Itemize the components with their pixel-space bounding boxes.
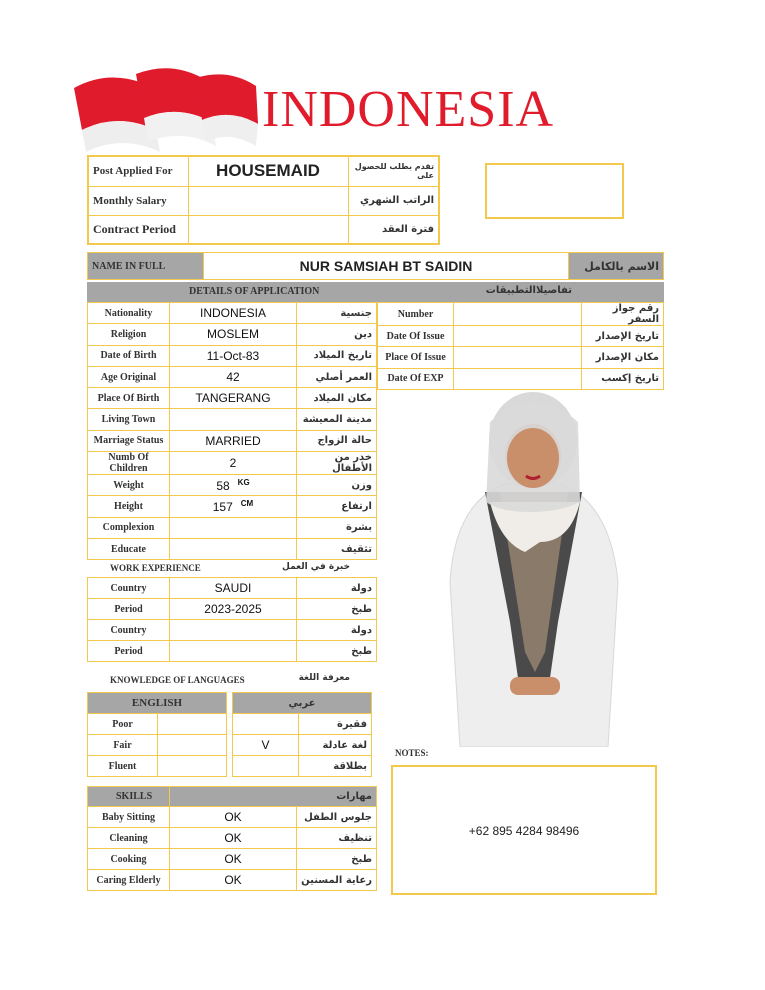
work-label-ar: طبخ: [297, 599, 377, 620]
passport-label-ar: تاريخ إكسب: [582, 368, 664, 389]
arabic-level: فقيرة: [299, 714, 372, 735]
post-table: [87, 155, 440, 245]
passport-label: Place Of Issue: [378, 347, 454, 368]
skill-label: Cleaning: [88, 828, 170, 849]
arabic-row: [233, 714, 372, 735]
personal-value: [170, 538, 297, 559]
skills-table: [87, 786, 377, 891]
passport-value: [454, 303, 582, 326]
personal-table: [87, 302, 377, 560]
work-row: [88, 641, 377, 662]
personal-row: [88, 475, 377, 496]
skill-row: [88, 870, 377, 891]
work-label: Country: [88, 620, 170, 641]
passport-value: [454, 326, 582, 347]
languages-label-ar: معرفة اللغة: [298, 673, 350, 683]
personal-label: Marriage Status: [88, 430, 170, 451]
skill-label: Cooking: [88, 849, 170, 870]
english-value: [158, 756, 227, 777]
personal-row: [88, 345, 377, 366]
skill-label-ar: رعاية المسنين: [297, 870, 377, 891]
photo-placeholder: [485, 163, 624, 219]
skill-label: Caring Elderly: [88, 870, 170, 891]
passport-value: [454, 368, 582, 389]
english-value: [158, 735, 227, 756]
skills-label-ar: مهارات: [170, 787, 377, 807]
salary-label-ar: الراتب الشهري: [348, 186, 439, 215]
english-level: Poor: [88, 714, 158, 735]
english-row: [88, 735, 227, 756]
details-header: [87, 282, 664, 302]
passport-label: Number: [378, 303, 454, 326]
personal-label-ar: تاريخ الميلاد: [297, 345, 377, 366]
personal-label: Age Original: [88, 366, 170, 387]
personal-label-ar: مكان الميلاد: [297, 388, 377, 409]
personal-label: Complexion: [88, 517, 170, 538]
personal-row: [88, 538, 377, 559]
personal-label: Nationality: [88, 303, 170, 324]
personal-row: [88, 324, 377, 345]
personal-label: Date of Birth: [88, 345, 170, 366]
passport-label: Date Of Issue: [378, 326, 454, 347]
personal-row: [88, 496, 377, 517]
skill-label-ar: طبخ: [297, 849, 377, 870]
notes-box: [391, 765, 657, 895]
personal-label-ar: مدينة المعيشة: [297, 409, 377, 430]
passport-row: [378, 368, 664, 389]
english-row: [88, 714, 227, 735]
personal-label-ar: دين: [297, 324, 377, 345]
skill-value: OK: [170, 870, 297, 891]
details-label-ar: تفاصيلاالتطبيقات: [485, 285, 572, 296]
personal-label: Religion: [88, 324, 170, 345]
work-value: SAUDI: [170, 578, 297, 599]
work-label: Period: [88, 599, 170, 620]
english-level: Fluent: [88, 756, 158, 777]
personal-row: [88, 517, 377, 538]
personal-row: [88, 303, 377, 324]
skill-label-ar: تنظيف: [297, 828, 377, 849]
work-label-ar: دولة: [297, 620, 377, 641]
arabic-row: [233, 735, 372, 756]
personal-row: [88, 452, 377, 475]
contract-value: [188, 215, 348, 244]
personal-label-ar: وزن: [297, 475, 377, 496]
personal-row: [88, 366, 377, 387]
personal-label-ar: تثقيف: [297, 538, 377, 559]
notes-label: NOTES:: [395, 748, 429, 758]
work-table: [87, 577, 377, 662]
work-label: WORK EXPERIENCE: [110, 563, 201, 573]
personal-label: Weight: [88, 475, 170, 496]
work-row: [88, 578, 377, 599]
arabic-level: بطلاقة: [299, 756, 372, 777]
personal-row: [88, 388, 377, 409]
indonesia-flag-icon: [70, 68, 260, 153]
passport-label-ar: مكان الإصدار: [582, 347, 664, 368]
notes-text: +62 895 4284 98496: [468, 824, 580, 838]
work-value: [170, 620, 297, 641]
personal-label-ar: العمر أصلي: [297, 366, 377, 387]
name-label: NAME IN FULL: [88, 253, 204, 280]
personal-label: Living Town: [88, 409, 170, 430]
skill-row: [88, 807, 377, 828]
personal-value: 42: [170, 366, 297, 387]
personal-label-ar: جنسية: [297, 303, 377, 324]
personal-row: [88, 409, 377, 430]
personal-value: TANGERANG: [170, 388, 297, 409]
passport-row: [378, 326, 664, 347]
personal-label-ar: حالة الزواج: [297, 430, 377, 451]
english-level: Fair: [88, 735, 158, 756]
post-label: Post Applied For: [88, 156, 188, 186]
personal-value: MOSLEM: [170, 324, 297, 345]
arabic-value: [233, 714, 299, 735]
passport-label-ar: تاريخ الإصدار: [582, 326, 664, 347]
personal-label-ar: بشرة: [297, 517, 377, 538]
name-value: NUR SAMSIAH BT SAIDIN: [204, 253, 569, 280]
personal-label-ar: ارتفاع: [297, 496, 377, 517]
candidate-photo: [430, 392, 635, 747]
personal-value: MARRIED: [170, 430, 297, 451]
english-table: [87, 692, 227, 777]
contract-label: Contract Period: [88, 215, 188, 244]
personal-label: Numb Of Children: [88, 452, 170, 475]
personal-value: 2: [170, 452, 297, 475]
english-row: [88, 756, 227, 777]
skill-value: OK: [170, 849, 297, 870]
personal-value: INDONESIA: [170, 303, 297, 324]
skill-label: Baby Sitting: [88, 807, 170, 828]
work-label-ar: دولة: [297, 578, 377, 599]
personal-value: [170, 409, 297, 430]
work-label-ar: طبخ: [297, 641, 377, 662]
passport-label: Date Of EXP: [378, 368, 454, 389]
unit-label: KG: [237, 477, 250, 487]
passport-table: [377, 302, 664, 390]
skill-value: OK: [170, 828, 297, 849]
arabic-row: [233, 756, 372, 777]
passport-label-ar: رقم جواز السفر: [582, 303, 664, 326]
personal-value: 11-Oct-83: [170, 345, 297, 366]
personal-label: Place Of Birth: [88, 388, 170, 409]
english-header: ENGLISH: [88, 693, 227, 714]
page-title: INDONESIA: [262, 81, 555, 138]
passport-value: [454, 347, 582, 368]
skill-row: [88, 849, 377, 870]
personal-value: 157 $^{CM}$: [170, 496, 297, 517]
skill-label-ar: جلوس الطفل: [297, 807, 377, 828]
arabic-value: V: [233, 735, 299, 756]
skills-label: SKILLS: [88, 787, 170, 807]
skill-row: [88, 828, 377, 849]
arabic-value: [233, 756, 299, 777]
name-table: [87, 252, 664, 280]
personal-value: 58 $^{KG}$: [170, 475, 297, 496]
arabic-level: لغة عادلة: [299, 735, 372, 756]
personal-label: Height: [88, 496, 170, 517]
work-label-ar: خبرة في العمل: [282, 562, 350, 572]
work-row: [88, 620, 377, 641]
salary-value: [188, 186, 348, 215]
languages-label: KNOWLEDGE OF LANGUAGES: [110, 675, 245, 685]
skill-value: OK: [170, 807, 297, 828]
work-label: Country: [88, 578, 170, 599]
work-value: 2023-2025: [170, 599, 297, 620]
salary-label: Monthly Salary: [88, 186, 188, 215]
post-value: HOUSEMAID: [188, 156, 348, 186]
work-value: [170, 641, 297, 662]
contract-label-ar: فترة العقد: [348, 215, 439, 244]
personal-value: [170, 517, 297, 538]
arabic-table: [232, 692, 372, 777]
personal-label-ar: خدر من الأطفال: [297, 452, 377, 475]
passport-row: [378, 347, 664, 368]
personal-label: Educate: [88, 538, 170, 559]
work-row: [88, 599, 377, 620]
arabic-header: عربي: [233, 693, 372, 714]
passport-row: [378, 303, 664, 326]
details-label: DETAILS OF APPLICATION: [189, 286, 320, 297]
english-value: [158, 714, 227, 735]
post-label-ar: تقدم بطلب للحصول على: [348, 156, 439, 186]
work-label: Period: [88, 641, 170, 662]
personal-row: [88, 430, 377, 451]
name-label-ar: الاسم بالكامل: [569, 253, 664, 280]
unit-label: CM: [240, 499, 254, 509]
